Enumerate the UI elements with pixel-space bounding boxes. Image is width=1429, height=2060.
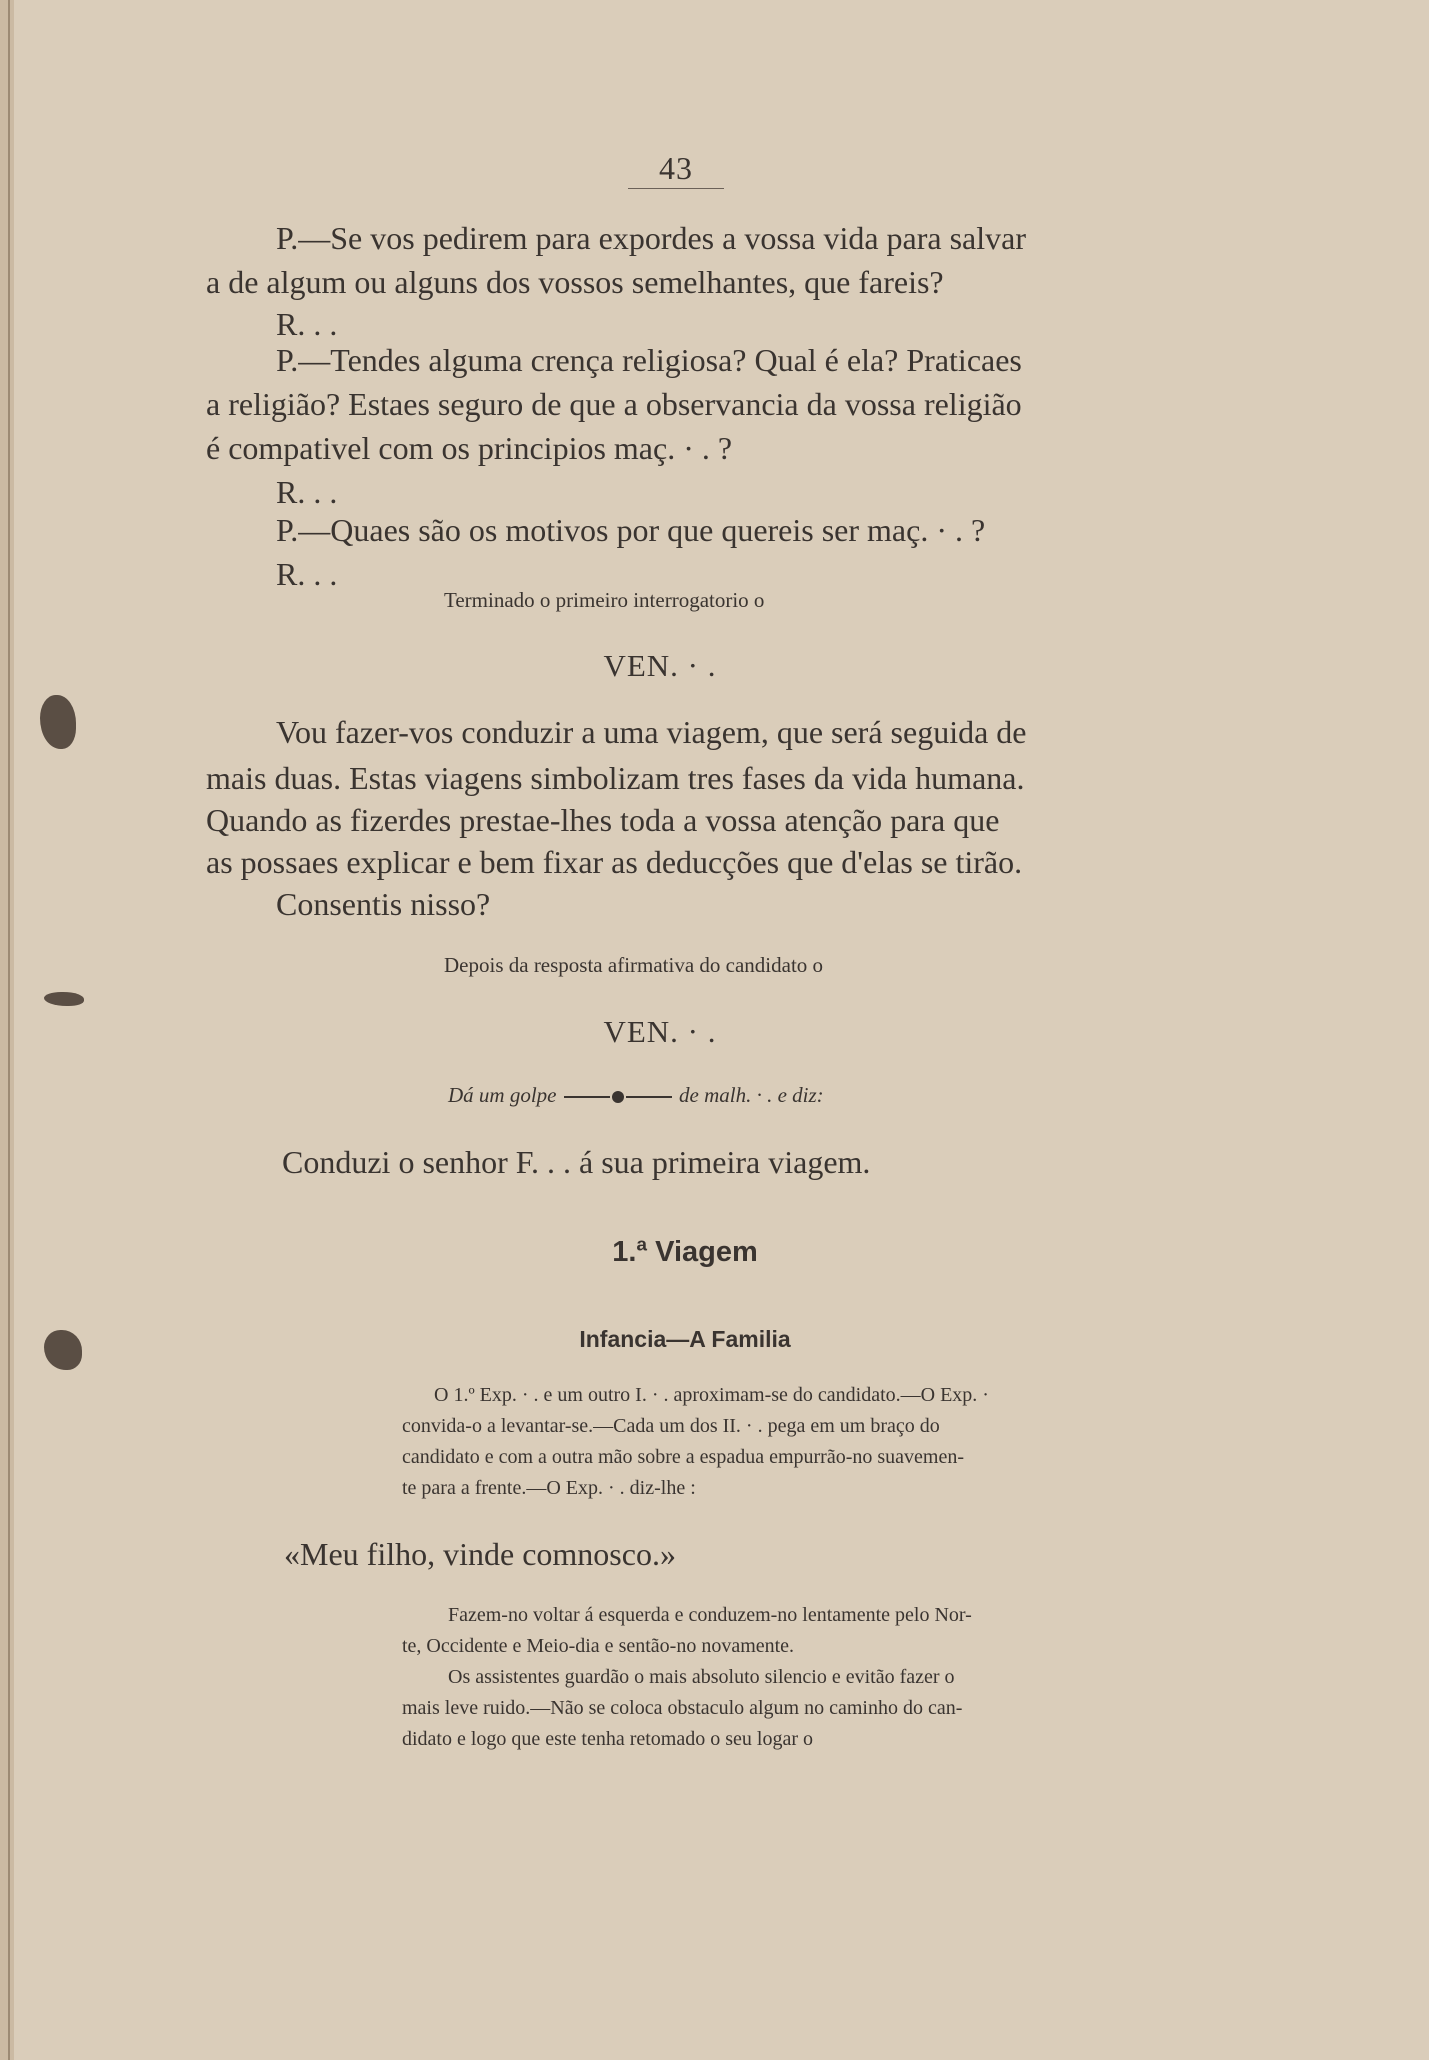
- question-line: é compativel com os principios maç. · . ?: [206, 430, 733, 466]
- question-line: P.—Tendes alguma crença religiosa? Qual é ela? Praticaes: [276, 342, 1022, 378]
- punch-hole: [44, 1330, 82, 1370]
- rubric-line: Os assistentes guardão o mais absoluto silencio e evitão fazer o: [448, 1666, 955, 1688]
- rubric-line: candidato e com a outra mão sobre a espadua empurrão-no suavemen-: [402, 1446, 964, 1468]
- speech-line: Vou fazer-vos conduzir a uma viagem, que será seguida de: [276, 714, 1027, 750]
- quote-line: «Meu filho, vinde comnosco.»: [284, 1536, 676, 1572]
- rubric-line: didato e logo que este tenha retomado o seu logar o: [402, 1728, 813, 1750]
- golpe-text-before: Dá um golpe: [448, 1083, 557, 1107]
- rubric-line: Fazem-no voltar á esquerda e conduzem-no lentamente pelo Nor-: [448, 1604, 972, 1626]
- binding-edge: [0, 0, 14, 2060]
- rubric-line: mais leve ruido.—Não se coloca obstaculo algum no caminho do can-: [402, 1697, 963, 1719]
- rubric-line: te para a frente.—O Exp. · . diz-lhe :: [402, 1477, 696, 1499]
- punch-hole: [44, 992, 84, 1006]
- speaker-ven: VEN. · .: [603, 1014, 717, 1049]
- question-line: a de algum ou alguns dos vossos semelhantes, que fareis?: [206, 264, 944, 300]
- answer-line: R. . .: [276, 306, 338, 342]
- page-number: 43: [628, 148, 724, 189]
- command-line: Conduzi o senhor F. . . á sua primeira viagem.: [282, 1144, 871, 1180]
- section-heading: 1.ª Viagem: [612, 1236, 758, 1268]
- speech-line: Quando as fizerdes prestae-lhes toda a vossa atenção para que: [206, 802, 1000, 838]
- stage-direction: Terminado o primeiro interrogatorio o: [444, 588, 765, 612]
- speaker-ven: VEN. · .: [603, 648, 717, 683]
- question-line: a religião? Estaes seguro de que a observancia da vossa religião: [206, 386, 1022, 422]
- binding-line: [8, 0, 10, 2060]
- answer-line: R. . .: [276, 474, 338, 510]
- rubric-line: O 1.º Exp. · . e um outro I. · . aproximam-se do candidato.—O Exp. ·: [434, 1384, 989, 1406]
- speech-line: mais duas. Estas viagens simbolizam tres fases da vida humana.: [206, 760, 1025, 796]
- punch-hole: [40, 695, 76, 749]
- rubric-line: te, Occidente e Meio-dia e sentão-no novamente.: [402, 1635, 795, 1657]
- rubric-line: convida-o a levantar-se.—Cada um dos II. · . pega em um braço do: [402, 1415, 940, 1437]
- speech-line: Consentis nisso?: [276, 886, 491, 922]
- golpe-text-after: de malh. · . e diz:: [679, 1083, 824, 1107]
- golpe-direction: [448, 1080, 824, 1110]
- answer-line: R. . .: [276, 556, 338, 592]
- golpe-dot-icon: [612, 1091, 624, 1103]
- golpe-line-right: [626, 1096, 672, 1098]
- question-line: P.—Quaes são os motivos por que quereis ser maç. · . ?: [276, 512, 986, 548]
- section-subheading: Infancia—A Familia: [579, 1326, 791, 1352]
- stage-direction: Depois da resposta afirmativa do candidato o: [444, 953, 824, 977]
- speech-line: as possaes explicar e bem fixar as deducções que d'elas se tirão.: [206, 844, 1023, 880]
- question-line: P.—Se vos pedirem para expordes a vossa vida para salvar: [276, 220, 1026, 256]
- golpe-line-left: [564, 1096, 610, 1098]
